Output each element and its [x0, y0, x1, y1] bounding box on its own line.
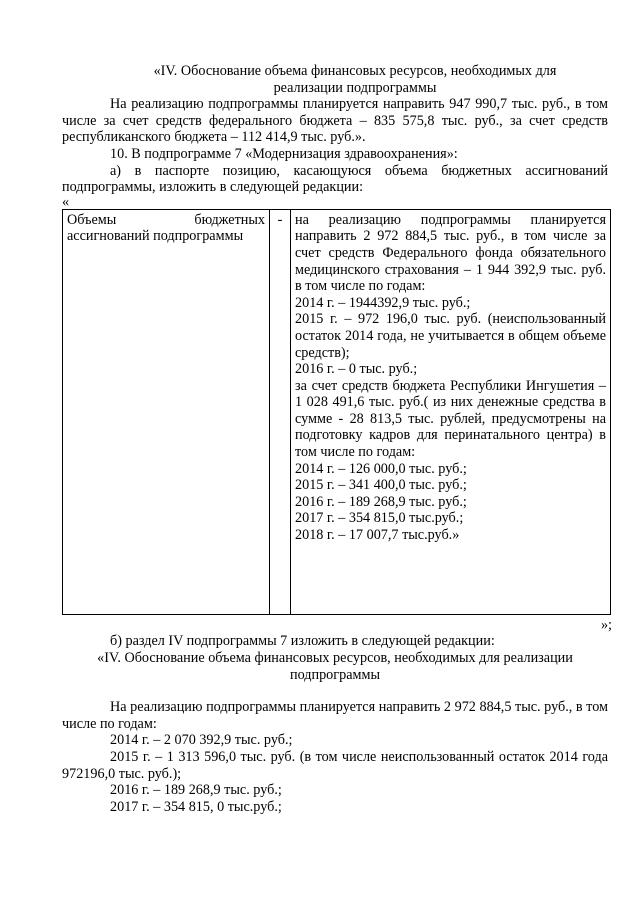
section2-year-2016: 2016 г. – 189 268,9 тыс. руб.; [110, 782, 282, 799]
funding-year-2016-b: 2016 г. – 189 268,9 тыс. руб.; [295, 493, 467, 510]
funding-year-2017-b: 2017 г. – 354 815,0 тыс.руб.; [295, 510, 464, 527]
table-dash-cell: - [270, 209, 291, 614]
funding-year-2015-a: 2015 г. – 972 196,0 тыс. руб. (неиспользованный остаток 2014 года, не учитывается в общем объеме средств); [295, 311, 606, 361]
item-a: а) в паспорте позицию, касающуюся объема бюджетных ассигнований подпрограммы, изложить в следующей редакции: [62, 162, 608, 196]
section-heading-1-line2: реализации подпрограммы [273, 79, 437, 96]
open-quote: « [62, 193, 70, 210]
document-page [62, 63, 612, 815]
passport-table [62, 209, 611, 615]
funding-year-2018-b: 2018 г. – 17 007,7 тыс.руб.» [295, 527, 460, 544]
close-quote: »; [600, 616, 612, 633]
item-10: 10. В подпрограмме 7 «Модернизация здравоохранения»: [110, 145, 458, 162]
funding-paragraph-1: на реализацию подпрограммы планируется направить 2 972 884,5 тыс. руб., в том числе за счет средств Федерального фонда обязательного медицинского страхования – 1 944 392,9 тыс. руб. в том числе по годам: [295, 211, 606, 295]
table-row [63, 209, 611, 614]
section2-paragraph: На реализацию подпрограммы планируется направить 2 972 884,5 тыс. руб., в том числе по годам: [62, 699, 608, 732]
section2-year-2014: 2014 г. – 2 070 392,9 тыс. руб.; [110, 732, 293, 749]
funding-year-2016-a: 2016 г. – 0 тыс. руб.; [295, 361, 418, 378]
funding-year-2014-a: 2014 г. – 1944392,9 тыс. руб.; [295, 294, 471, 311]
section-heading-2-line1: «IV. Обоснование объема финансовых ресурсов, необходимых для реализации [97, 649, 573, 666]
section-heading-1-line1: «IV. Обоснование объема финансовых ресурсов, необходимых для [153, 63, 557, 79]
section-heading-2-line2: подпрограммы [290, 666, 380, 683]
section2-year-2015: 2015 г. – 1 313 596,0 тыс. руб. (в том числе неиспользованный остаток 2014 года 972196,0 тыс. руб.); [62, 748, 608, 782]
funding-paragraph-2: за счет средств бюджета Республики Ингушетия – 1 028 491,6 тыс. руб.( из них денежные средства в сумме - 28 813,5 тыс. рублей, предусмотрены на подготовку кадров для перинатального центра) в том числе по годам: [295, 377, 606, 461]
section1-paragraph: На реализацию подпрограммы планируется направить 947 990,7 тыс. руб., в том числе за счет средств федерального бюджета – 835 575,8 тыс. руб., за счет средств республиканского бюджета – 112 414,9 тыс. руб.». [62, 96, 608, 146]
table-label-cell: Объемы бюджетных ассигнований подпрограммы [63, 209, 270, 614]
item-b: б) раздел IV подпрограммы 7 изложить в следующей редакции: [110, 633, 495, 650]
section-heading-2 [62, 650, 608, 683]
table-content-cell [291, 209, 611, 614]
section-heading-1 [62, 63, 608, 96]
section2-year-2017: 2017 г. – 354 815, 0 тыс.руб.; [110, 798, 282, 815]
funding-year-2014-b: 2014 г. – 126 000,0 тыс. руб.; [295, 460, 467, 477]
funding-year-2015-b: 2015 г. – 341 400,0 тыс. руб.; [295, 477, 467, 494]
